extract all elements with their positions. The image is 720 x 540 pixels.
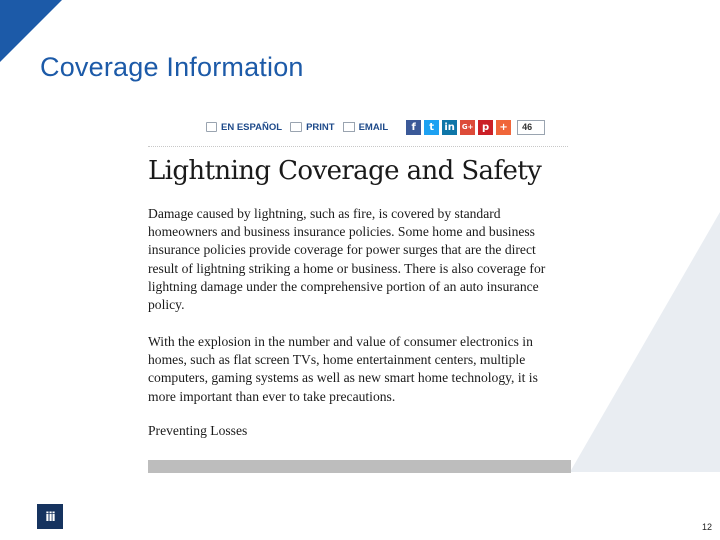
- linkedin-icon[interactable]: in: [442, 120, 457, 135]
- email-label: EMAIL: [358, 121, 389, 133]
- twitter-icon[interactable]: t: [424, 120, 439, 135]
- pinterest-icon[interactable]: p: [478, 120, 493, 135]
- espanol-link[interactable]: [206, 122, 282, 133]
- scroll-bar: [148, 460, 571, 473]
- article-title: Lightning Coverage and Safety: [148, 156, 542, 186]
- iii-logo: iii: [37, 504, 63, 529]
- print-icon: [290, 122, 302, 132]
- page-number: 12: [701, 522, 712, 532]
- social-share-buttons: [406, 120, 545, 135]
- article-toolbar: [206, 116, 545, 138]
- print-label: PRINT: [306, 121, 335, 133]
- mail-icon: [343, 122, 355, 132]
- article-paragraph-2: With the explosion in the number and value of consumer electronics in homes, such as flat screen TVs, home entertainment centers, multiple computers, gaming systems as well as new smart home technology, it is more important than ever to take precautions.: [148, 334, 538, 404]
- share-count: 46: [517, 120, 545, 135]
- corner-decoration: [570, 212, 720, 472]
- email-link[interactable]: [343, 122, 389, 133]
- slide-title: Coverage Information: [40, 52, 304, 82]
- article-paragraph-1: Damage caused by lightning, such as fire, is covered by standard homeowners and business insurance policies. Some home and business insurance policies provide coverage for power surges that are the direct result of lightning striking a home or business. There is also coverage for lightning damage under the comprehensive portion of an auto insurance policy.: [148, 206, 546, 313]
- print-link[interactable]: [290, 122, 335, 133]
- facebook-icon[interactable]: f: [406, 120, 421, 135]
- googleplus-icon[interactable]: G+: [460, 120, 475, 135]
- article-screenshot: [148, 112, 571, 473]
- plus-icon[interactable]: +: [496, 120, 511, 135]
- article-subheading[interactable]: Preventing Losses: [148, 423, 248, 438]
- divider: [148, 146, 568, 147]
- espanol-label: EN ESPAÑOL: [221, 121, 283, 133]
- document-icon: [206, 122, 217, 132]
